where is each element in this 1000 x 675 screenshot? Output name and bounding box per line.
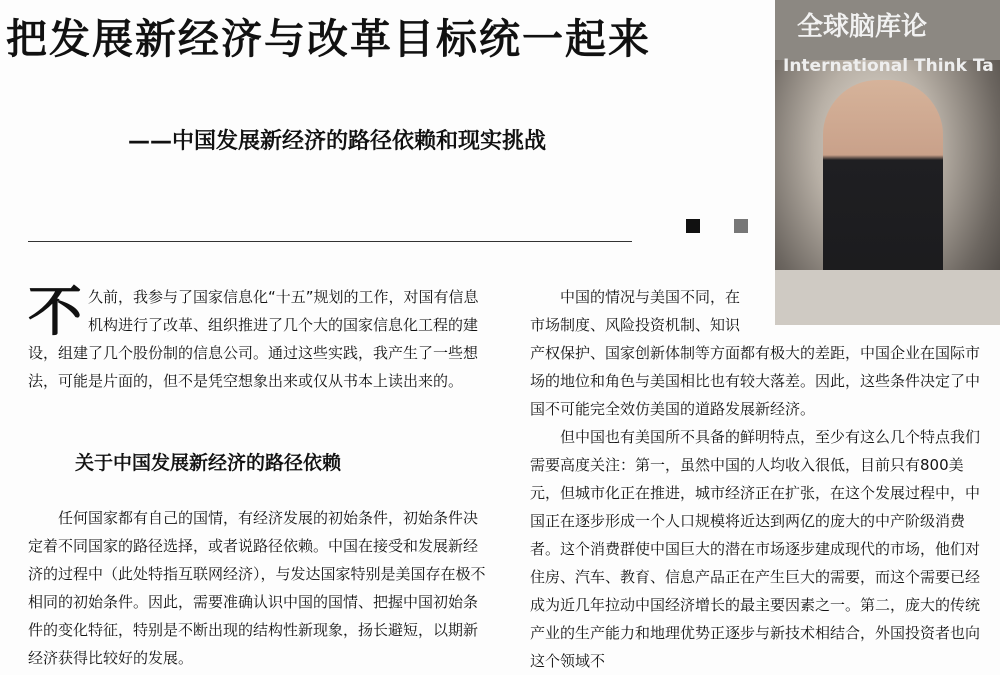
- left-column-intro: [28, 280, 490, 395]
- drop-cap: 不: [28, 280, 82, 343]
- right-para2: 但中国也有美国所不具备的鲜明特点，至少有这么几个特点我们需要高度关注：第一，虽然中国的人均收入很低，目前只有800美元，但城市化正在推进，城市经济正在扩张，在这个发展过程中，中国正在逐步形成一个人口规模将近达到两亿的庞大的中产阶级消费者。这个消费群使中国巨大的潜在市场逐步建成现代的市场，他们对住房、汽车、教育、信息产品正在产生巨大的需要，而这个需要已经成为近几年拉动中国经济增长的最主要因素之一。第二，庞大的传统产业的生产能力和地理优势正逐步与新技术相结合，外国投资者也向这个领域不: [530, 428, 981, 670]
- decorative-square-black: [686, 219, 700, 233]
- article-subtitle: ——中国发展新经济的路径依赖和现实挑战: [128, 129, 547, 154]
- photo-banner: 全球脑库论: [775, 0, 1000, 60]
- speaker-photo: [775, 0, 1000, 325]
- decorative-square-gray: [734, 219, 748, 233]
- section-heading: 关于中国发展新经济的路径依赖: [75, 452, 342, 474]
- article-title: 把发展新经济与改革目标统一起来: [6, 15, 651, 63]
- right-para1-line1: 中国的情况与美国不同，在: [560, 288, 741, 306]
- right-column: [530, 283, 988, 675]
- photo-banner-english: International Think Ta: [783, 56, 994, 76]
- body-paragraph: 任何国家都有自己的国情，有经济发展的初始条件，初始条件决定着不同国家的路径选择，或者说路径依赖。中国在接受和发展新经济的过程中（此处特指互联网经济），与发达国家特别是美国存在极不相同的初始条件。因此，需要准确认识中国的国情、把握中国初始条件的变化特征，特别是不断出现的结构性新现象，扬长避短，以期新经济获得比较好的发展。: [28, 509, 486, 667]
- divider-line: [28, 241, 632, 242]
- right-para1-rest: 产权保护、国家创新体制等方面都有极大的差距，中国企业在国际市场的地位和角色与美国相比也有较大落差。因此，这些条件决定了中国不可能完全效仿美国的道路发展新经济。: [530, 344, 981, 418]
- intro-paragraph: 久前，我参与了国家信息化“十五”规划的工作，对国有信息机构进行了改革、组织推进了几个大的国家信息化工程的建设，组建了几个股份制的信息公司。通过这些实践，我产生了一些想法，可能是片面的，但不是凭空想象出来或仅从书本上读出来的。: [28, 288, 479, 390]
- left-column-body: [28, 504, 490, 672]
- right-para1-line2: 市场制度、风险投资机制、知识: [530, 316, 741, 334]
